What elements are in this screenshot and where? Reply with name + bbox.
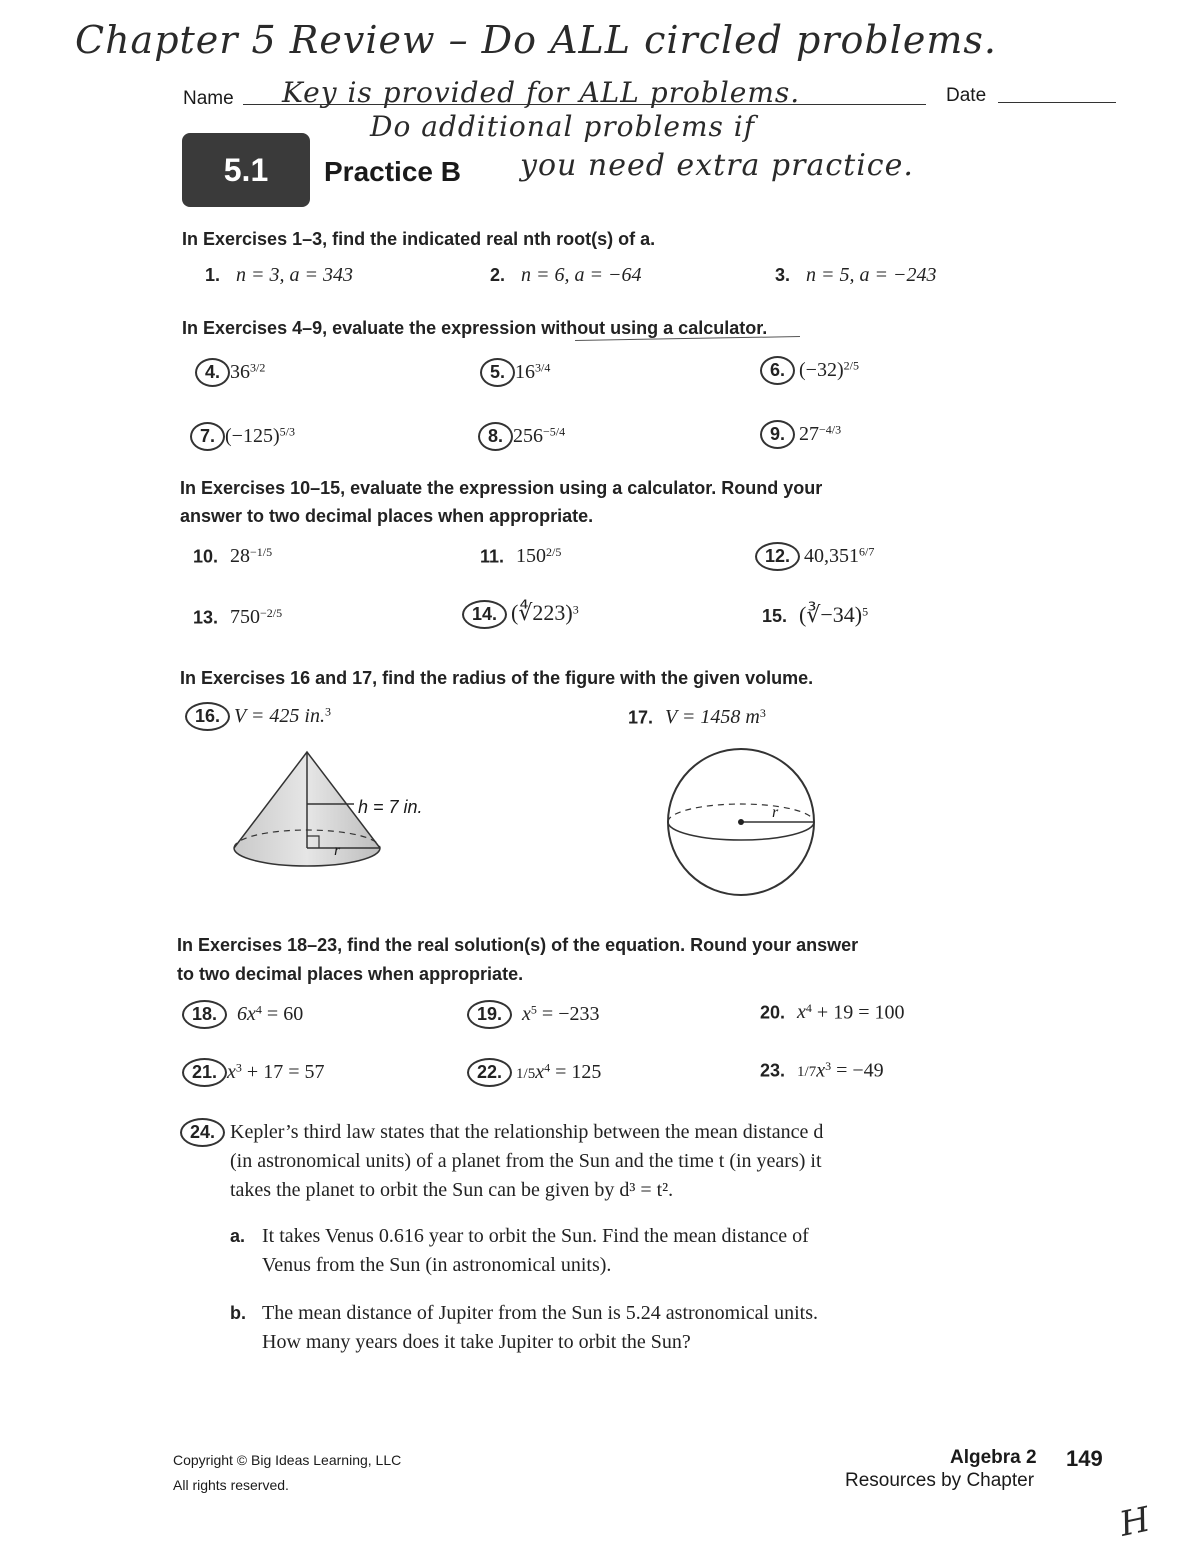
name-line [243,104,926,105]
exercise-base: (−125) [225,425,280,447]
part-b-line1: The mean distance of Jupiter from the Sun is 5.24 astronomical units. [262,1302,818,1324]
exercise-base: 150 [516,545,547,568]
exercise-number-circled: 24. [180,1118,225,1147]
exercise-24-text-line2: (in astronomical units) of a planet from the Sun and the time t (in years) it [230,1150,822,1172]
exercise-number-circled: 4. [195,358,230,387]
footer-page-number: 149 [1066,1446,1103,1471]
cone-height-label: h = 7 in. [358,797,423,817]
instruction-18-23-line1: In Exercises 18–23, find the real solution(s) of the equation. Round your answer [177,935,859,955]
sphere-radius-label: r [772,804,779,821]
exercise-number: 2. [490,265,506,285]
handwritten-key-note: Key is provided for ALL problems. [282,76,801,109]
exercise-number: 17. [628,707,654,728]
exercise-fraction: 1/5 [516,1066,536,1082]
date-label: Date [946,85,987,106]
exercise-rest: + 19 = 100 [811,1001,905,1024]
section-badge: 5.1 [182,133,310,207]
cone-figure [220,740,460,900]
exercise-exponent: 2/5 [843,358,859,373]
exercise-term: 6x [237,1003,256,1025]
exercise-16 [185,702,331,731]
exercise-23 [760,1059,884,1082]
exercise-term: x [535,1061,545,1083]
exercise-exponent: −5/4 [543,424,566,439]
exercise-exponent: 3/4 [535,360,551,375]
exercise-18 [182,1000,303,1029]
exercise-9 [760,420,841,449]
exercise-exponent: 5/3 [279,424,295,439]
exercise-rest: = −49 [831,1059,884,1082]
part-a-line1: It takes Venus 0.616 year to orbit the Sun. Find the mean distance of [262,1225,809,1247]
exercise-exponent: 3 [759,706,766,720]
exercise-base: 36 [230,361,251,383]
exercise-6 [760,356,859,385]
part-b-line2: How many years does it take Jupiter to orbit the Sun? [262,1331,691,1353]
exercise-10 [193,545,272,568]
exercise-rest: = 125 [550,1061,602,1083]
exercise-exponent: 5 [862,604,869,619]
exercise-base: (∛−34) [799,602,863,627]
cone-radius-label: r [334,842,341,859]
exercise-number-circled: 14. [462,600,507,629]
exercise-rest: + 17 = 57 [241,1061,325,1083]
exercise-24-text-line1: Kepler’s third law states that the relationship between the mean distance d [230,1121,824,1143]
instruction-16-17: In Exercises 16 and 17, find the radius of the figure with the given volume. [180,668,814,688]
exercise-base: 16 [515,361,536,383]
part-b-label: b. [230,1303,246,1323]
exercise-number: 10. [193,546,219,567]
exercise-fraction: 1/7 [797,1064,817,1081]
exercise-number: 15. [762,606,788,626]
exercise-exponent: 6/7 [859,544,875,559]
exercise-rest: = −233 [536,1003,600,1025]
exercise-exponent: 3/2 [250,360,266,375]
handwritten-title: Chapter 5 Review – Do ALL circled problems. [75,18,997,62]
exercise-number: 1. [205,265,221,285]
exercise-17 [628,706,766,729]
exercise-4 [195,358,265,387]
exercise-8 [478,422,565,451]
exercise-2 [490,264,642,287]
exercise-exponent: 4 [805,1001,812,1015]
exercise-term: x [522,1003,531,1025]
exercise-number: 20. [760,1002,786,1023]
exercise-exponent: 3 [324,704,331,719]
exercise-24-text-line3: takes the planet to orbit the Sun can be given by d³ = t². [230,1179,674,1201]
instruction-1-3: In Exercises 1–3, find the indicated real nth root(s) of a. [182,229,656,249]
exercise-expression: n = 6, a = −64 [521,264,642,286]
exercise-term: x [797,1001,806,1024]
name-label: Name [183,88,234,109]
exercise-number: 11. [480,546,505,567]
exercise-number-circled: 18. [182,1000,227,1029]
exercise-rest: = 60 [261,1003,304,1025]
exercise-number: 13. [193,607,219,628]
exercise-number-circled: 7. [190,422,225,451]
part-a-label: a. [230,1226,246,1246]
exercise-base: 27 [799,423,820,445]
exercise-base: 256 [513,425,544,447]
exercise-24-number [180,1118,225,1147]
exercise-22 [467,1058,601,1087]
exercise-13 [193,606,282,629]
exercise-1 [205,264,353,287]
exercise-number-circled: 8. [478,422,513,451]
exercise-number-circled: 21. [182,1058,227,1087]
section-title: Practice B [324,156,461,187]
exercise-11 [480,545,561,568]
exercise-19 [467,1000,599,1029]
exercise-exponent: 3 [235,1060,242,1075]
exercise-number-circled: 5. [480,358,515,387]
exercise-number: 3. [775,265,791,285]
exercise-number: 23. [760,1060,786,1081]
exercise-base: 40,351 [804,545,860,567]
date-line [998,102,1116,103]
exercise-expression: n = 3, a = 343 [236,264,354,286]
exercise-21 [182,1058,324,1087]
instruction-18-23-line2: to two decimal places when appropriate. [177,964,524,984]
instruction-10-15-line1: In Exercises 10–15, evaluate the expression using a calculator. Round your [180,478,823,498]
exercise-15 [762,602,868,628]
exercise-base: (−32) [799,359,844,381]
exercise-number-circled: 19. [467,1000,512,1029]
exercise-expression: V = 425 in. [234,705,325,727]
exercise-exponent: 3 [825,1059,832,1073]
exercise-3 [775,264,937,287]
exercise-12 [755,542,874,571]
exercise-7 [190,422,295,451]
exercise-expression: V = 1458 m [665,706,760,729]
exercise-number-circled: 9. [760,420,795,449]
handwritten-additional-note: Do additional problems if [370,110,756,143]
footer-rights: All rights reserved. [173,1477,289,1493]
exercise-5 [480,358,550,387]
exercise-exponent: 4 [255,1002,262,1017]
exercise-base: 28 [230,545,251,568]
exercise-20 [760,1001,904,1024]
instruction-10-15-line2: answer to two decimal places when appropriate. [180,506,594,526]
corner-handwritten-mark: H [1116,1499,1155,1545]
exercise-number-circled: 22. [467,1058,512,1087]
footer-copyright: Copyright © Big Ideas Learning, LLC [173,1452,402,1468]
footer-book: Algebra 2 [950,1447,1037,1468]
exercise-exponent: 4 [544,1060,551,1075]
exercise-number-circled: 12. [755,542,800,571]
handwritten-extra-practice-note: you need extra practice. [520,148,914,183]
sphere-figure [660,745,830,915]
exercise-exponent: 2/5 [546,545,562,559]
instruction-4-9: In Exercises 4–9, evaluate the expression without using a calculator. [182,318,768,338]
exercise-exponent: 5 [530,1002,537,1017]
part-a-line2: Venus from the Sun (in astronomical units). [262,1254,612,1276]
sphere-center [738,819,744,825]
exercise-base: (∜223) [511,600,573,625]
exercise-exponent: −2/5 [260,606,283,620]
exercise-exponent: 3 [572,602,579,617]
exercise-term: x [227,1061,236,1083]
exercise-number-circled: 16. [185,702,230,731]
exercise-number-circled: 6. [760,356,795,385]
exercise-exponent: −1/5 [250,545,273,559]
exercise-base: 750 [230,606,261,629]
exercise-14 [462,600,579,629]
footer-resources: Resources by Chapter [845,1470,1035,1491]
exercise-expression: n = 5, a = −243 [806,264,937,286]
exercise-exponent: −4/3 [819,422,842,437]
exercise-term: x [816,1059,826,1082]
